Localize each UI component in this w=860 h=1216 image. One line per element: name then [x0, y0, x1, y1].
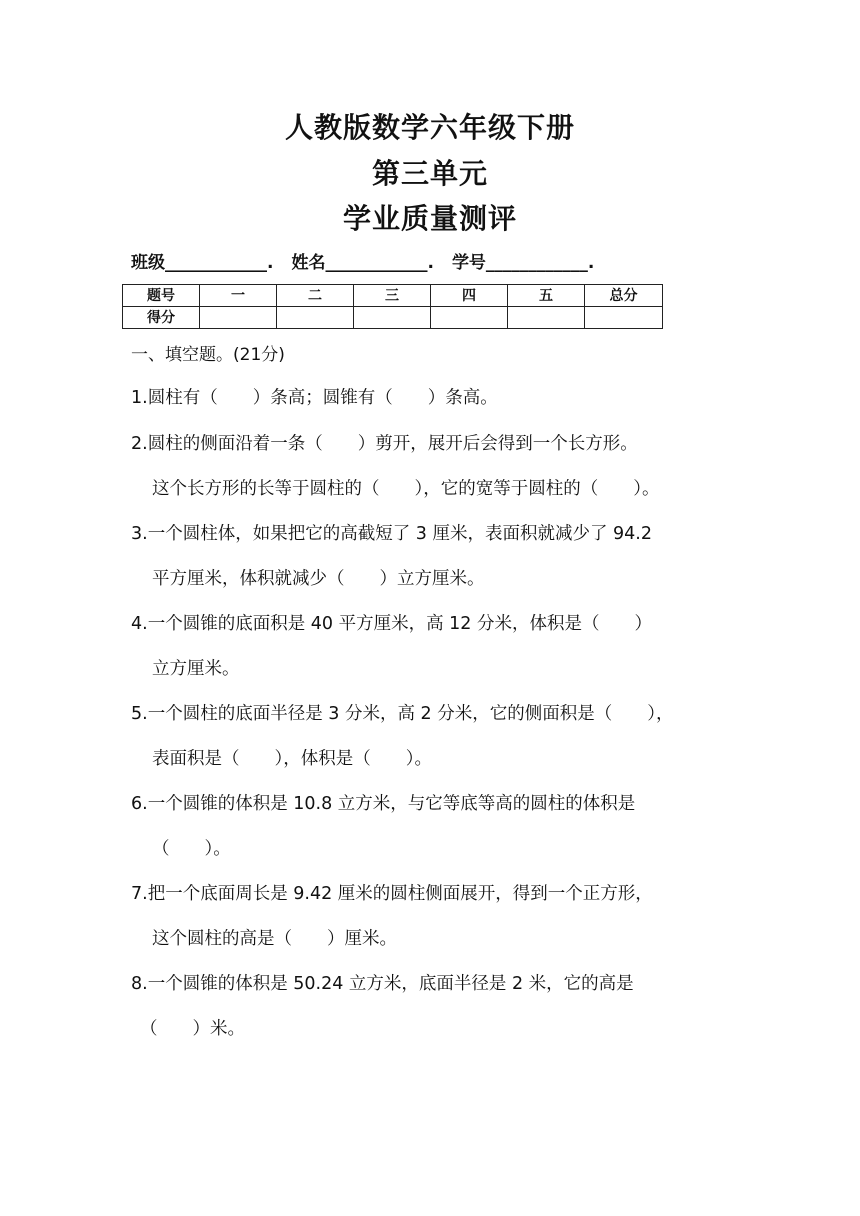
score-cell[interactable]	[277, 307, 354, 329]
question-8: 8.一个圆锥的体积是 50.24 立方米，底面半径是 2 米，它的高是	[131, 974, 634, 994]
question-7-continued: 这个圆柱的高是（ ）厘米。	[152, 929, 397, 949]
score-cell[interactable]	[508, 307, 585, 329]
score-cell[interactable]	[354, 307, 431, 329]
score-cell[interactable]	[200, 307, 277, 329]
question-5: 5.一个圆柱的底面半径是 3 分米，高 2 分米，它的侧面积是（ ），	[131, 704, 674, 724]
question-2: 2.圆柱的侧面沿着一条（ ）剪开，展开后会得到一个长方形。	[131, 434, 638, 454]
score-table	[122, 284, 663, 329]
question-7: 7.把一个底面周长是 9.42 厘米的圆柱侧面展开，得到一个正方形，	[131, 884, 653, 904]
score-row-label: 得分	[123, 307, 200, 329]
assessment-title: 学业质量测评	[342, 202, 517, 235]
score-table-header-cell: 二	[277, 285, 354, 307]
score-table-score-row	[123, 307, 663, 329]
name-field[interactable]: 姓名____________.	[291, 253, 434, 273]
student-number-field[interactable]: 学号____________.	[451, 253, 595, 273]
score-table-header-cell: 五	[508, 285, 585, 307]
question-4: 4.一个圆锥的底面积是 40 平方厘米，高 12 分米，体积是（ ）	[131, 614, 652, 634]
section-heading: 一、填空题。(21分)	[131, 345, 285, 365]
student-info-row	[131, 250, 594, 276]
score-table-header-cell: 题号	[123, 285, 200, 307]
question-5-continued: 表面积是（ ），体积是（ ）。	[152, 749, 432, 769]
question-1: 1.圆柱有（ ）条高；圆锥有（ ）条高。	[131, 388, 498, 408]
score-table-header-cell: 总分	[585, 285, 663, 307]
score-table-header-row	[123, 285, 663, 307]
question-8-continued: （ ）米。	[140, 1019, 245, 1039]
question-4-continued: 立方厘米。	[152, 659, 240, 679]
question-6: 6.一个圆锥的体积是 10.8 立方米，与它等底等高的圆柱的体积是	[131, 794, 636, 814]
question-3: 3.一个圆柱体，如果把它的高截短了 3 厘米，表面积就减少了 94.2	[131, 524, 652, 544]
question-2-continued: 这个长方形的长等于圆柱的（ ），它的宽等于圆柱的（ ）。	[152, 479, 660, 499]
page-title: 人教版数学六年级下册	[284, 111, 575, 144]
question-6-continued: （ ）。	[152, 839, 231, 859]
question-3-continued: 平方厘米，体积就减少（ ）立方厘米。	[152, 569, 485, 589]
class-field[interactable]: 班级____________.	[131, 253, 274, 273]
score-table-header-cell: 三	[354, 285, 431, 307]
unit-title: 第三单元	[371, 157, 488, 190]
score-table-header-cell: 一	[200, 285, 277, 307]
score-table-header-cell: 四	[431, 285, 508, 307]
score-cell[interactable]	[585, 307, 663, 329]
score-cell[interactable]	[431, 307, 508, 329]
